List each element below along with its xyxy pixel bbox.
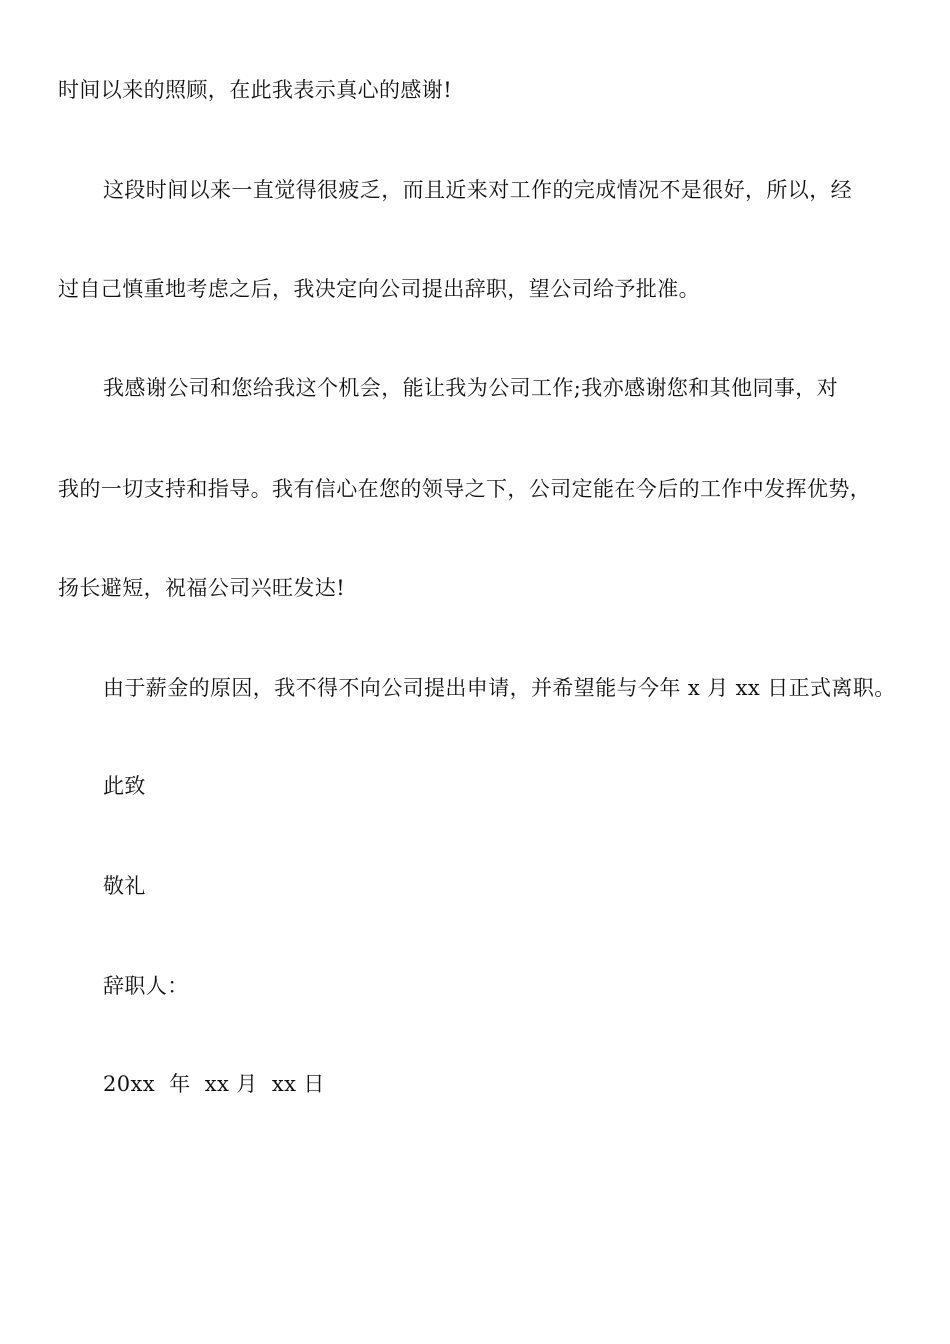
paragraph-line-3: 过自己慎重地考虑之后，我决定向公司提出辞职，望公司给予批准。: [58, 277, 700, 301]
paragraph-line-6: 扬长避短，祝福公司兴旺发达!: [58, 576, 346, 600]
date-line: 20xx 年 xx 月 xx 日: [103, 1072, 325, 1096]
closing-salutation: 此致: [103, 774, 146, 798]
signature-label: 辞职人：: [103, 974, 189, 998]
closing-regards: 敬礼: [103, 874, 146, 898]
paragraph-line-5: 我的一切支持和指导。我有信心在您的领导之下，公司定能在今后的工作中发挥优势，: [58, 477, 872, 501]
paragraph-line-2: 这段时间以来一直觉得很疲乏，而且近来对工作的完成情况不是很好，所以，经: [103, 178, 852, 202]
paragraph-line-1: 时间以来的照顾，在此我表示真心的感谢!: [58, 78, 453, 102]
paragraph-line-7: 由于薪金的原因，我不得不向公司提出申请，并希望能与今年 x 月 xx 日正式离职。: [103, 676, 896, 700]
paragraph-line-4: 我感谢公司和您给我这个机会，能让我为公司工作;我亦感谢您和其他同事，对: [103, 376, 839, 400]
